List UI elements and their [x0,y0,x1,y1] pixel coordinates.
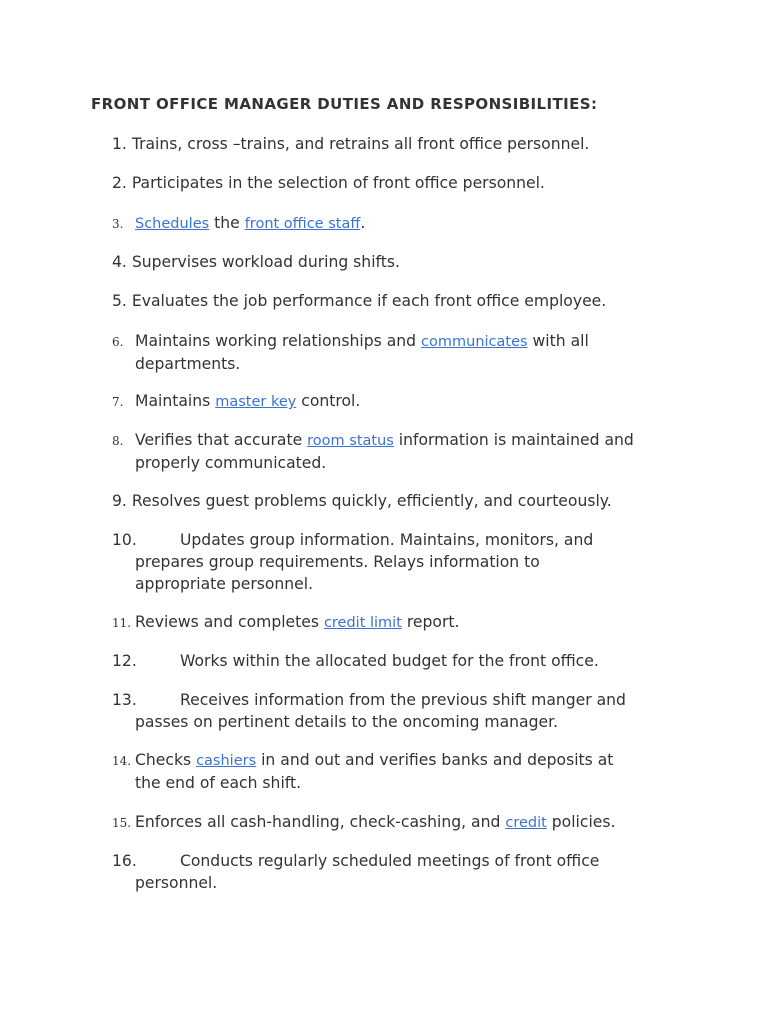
item-number: 4. [112,253,127,271]
item-text: Maintains [135,392,216,410]
communicates-link[interactable]: communicates [421,334,528,350]
item-number: 5. [112,292,127,310]
item-text-continued: personnel. [135,874,218,892]
item-text: control. [296,392,361,410]
item-number: 1. [112,135,127,153]
list-item [112,749,702,794]
item-text: Checks [135,751,197,769]
item-text-continued: departments. [135,355,241,373]
item-text: Conducts regularly scheduled meetings of front office [180,852,600,870]
item-text: Maintains working relationships and [135,332,422,350]
list-item [112,212,702,235]
item-number: 14. [112,754,132,768]
list-item [112,689,702,733]
item-text: report. [401,613,460,631]
item-text: Verifies that accurate [135,431,308,449]
item-text: Resolves guest problems quickly, efficiently, and courteously. [131,492,612,510]
item-text: Receives information from the previous shift manger and [180,691,626,709]
item-text: Updates group information. Maintains, monitors, and [180,531,594,549]
item-text: . [360,214,366,232]
master-key-link[interactable]: master key [215,394,297,410]
list-item [112,133,702,155]
item-number: 3. [112,217,124,231]
schedules-link[interactable]: Schedules [135,216,210,232]
list-item [112,172,702,194]
item-text-continued: passes on pertinent details to the oncoming manager. [135,713,559,731]
item-number: 7. [112,395,124,409]
item-text-continued: the end of each shift. [135,774,302,792]
item-text: Participates in the selection of front office personnel. [131,174,545,192]
room-status-link[interactable]: room status [307,433,394,449]
list-item [112,490,702,512]
page-title: FRONT OFFICE MANAGER DUTIES AND RESPONSIBILITIES: [91,95,598,113]
list-item [112,650,702,672]
item-number: 13. [112,691,137,709]
item-number: 16. [112,852,137,870]
item-text: in and out and verifies banks and deposits at [256,751,614,769]
list-item [112,251,702,273]
item-number: 11. [112,616,132,630]
front-office-staff-link[interactable]: front office staff [244,216,361,232]
list-item [112,611,702,634]
item-number: 10. [112,531,137,549]
list-item [112,330,702,375]
item-number: 12. [112,652,137,670]
item-text: Reviews and completes [135,613,324,631]
list-item [112,850,702,894]
credit-link[interactable]: credit [505,815,547,831]
item-number: 9. [112,492,127,510]
list-item [112,529,702,595]
item-text: Works within the allocated budget for the front office. [180,652,599,670]
item-text: Trains, cross –trains, and retrains all front office personnel. [131,135,590,153]
item-number: 15. [112,816,132,830]
item-number: 6. [112,335,124,349]
item-text: Supervises workload during shifts. [131,253,400,271]
list-item [112,429,702,474]
item-text: information is maintained and [393,431,634,449]
credit-limit-link[interactable]: credit limit [323,615,402,631]
item-text-continued: properly communicated. [135,454,327,472]
item-text-continued: appropriate personnel. [135,575,314,593]
item-text-continued: prepares group requirements. Relays information to [135,553,540,571]
item-number: 8. [112,434,124,448]
item-text: Enforces all cash-handling, check-cashing, and [135,813,506,831]
cashiers-link[interactable]: cashiers [196,753,257,769]
list-item [112,290,702,312]
item-text: policies. [546,813,616,831]
item-text: the [209,214,245,232]
item-number: 2. [112,174,127,192]
list-item [112,390,702,413]
item-text: Evaluates the job performance if each front office employee. [131,292,607,310]
list-item [112,811,702,834]
item-text: with all [527,332,589,350]
